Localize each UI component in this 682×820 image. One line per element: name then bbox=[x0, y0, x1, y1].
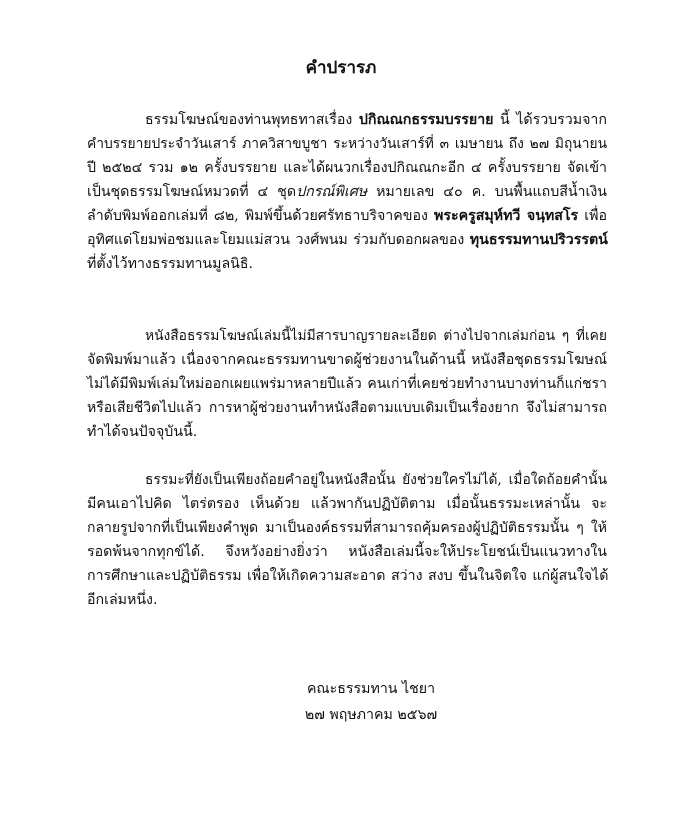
signature-block bbox=[0, 676, 682, 728]
text-run: อุทิศแด่โยมพ่อชมและโยมแม่สวน วงศ์พนม ร่วมกับดอกผลของ bbox=[87, 232, 465, 248]
paragraph-2 bbox=[87, 324, 607, 444]
paragraph-2-line-3: ไม่ได้มีพิมพ์เล่มใหม่ออกเผยแพร่มาหลายปีแล้ว คนเก่าที่เคยช่วยทำงานบางท่านก็แก่ชรา bbox=[87, 376, 607, 392]
paragraph-3-line-2: มีคนเอาไปคิด ไตร่ตรอง เห็นด้วย แล้วพากันปฏิบัติตาม เมื่อนั้นธรรมะเหล่านั้น จะ bbox=[87, 496, 607, 512]
paragraph-2-line-1: หนังสือธรรมโฆษณ์เล่มนี้ไม่มีสารบาญรายละเอียด ต่างไปจากเล่มก่อน ๆ ที่เคย bbox=[145, 328, 607, 344]
paragraph-3-line-1: ธรรมะที่ยังเป็นเพียงถ้อยคำอยู่ในหนังสือนั้น ยังช่วยใครไม่ได้, เมื่อใดถ้อยคำนั้น bbox=[145, 472, 607, 488]
page-title: คำปรารภ bbox=[305, 58, 377, 78]
paragraph-1-line-7: ที่ตั้งไว้ทางธรรมทานมูลนิธิ. bbox=[87, 256, 254, 272]
paragraph-1-line-5 bbox=[87, 204, 607, 228]
fund-name: ทุนธรรมทานปริวรรตน์ bbox=[469, 232, 608, 248]
paragraph-1-line-2: คำบรรยายประจำวันเสาร์ ภาควิสาขบูชา ระหว่างวันเสาร์ที่ ๓ เมษายน ถึง ๒๗ มิถุนายน bbox=[87, 136, 607, 152]
paragraph-3 bbox=[87, 468, 607, 612]
paragraph-3-line-3: กลายรูปจากที่เป็นเพียงคำพูด มาเป็นองค์ธรรมที่สามารถคุ้มครองผู้ปฏิบัติธรรมนั้น ๆ ให้ bbox=[87, 520, 607, 536]
paragraph-1 bbox=[87, 108, 607, 276]
paragraph-1-line-3: ปี ๒๕๒๔ รวม ๑๒ ครั้งบรรยาย และได้ผนวกเรื่องปกิณณกะอีก ๔ ครั้งบรรยาย จัดเข้า bbox=[87, 160, 607, 176]
text-run: หมายเลข ๔๐ ค. บนพื้นแถบสีน้ำเงิน bbox=[367, 184, 607, 200]
book-title: ปกิณณกธรรมบรรยาย bbox=[358, 112, 494, 128]
donor-name: พระครูสมุห์ทวี จนฺทสโร bbox=[434, 208, 579, 224]
signature-name: คณะธรรมทาน ไชยา bbox=[306, 681, 436, 697]
paragraph-1-line-6 bbox=[87, 228, 607, 252]
paragraph-2-line-5: ทำได้จนปัจจุบันนี้. bbox=[87, 424, 198, 440]
paragraph-1-line-4 bbox=[87, 180, 607, 204]
text-run: เป็นชุดธรรมโฆษณ์หมวดที่ ๔ ชุด bbox=[87, 184, 297, 200]
paragraph-1-line-1 bbox=[87, 108, 607, 132]
paragraph-3-line-5: การศึกษาและปฏิบัติธรรม เพื่อให้เกิดความสะอาด สว่าง สงบ ขึ้นในจิตใจ แก่ผู้สนใจได้ bbox=[87, 568, 609, 584]
text-run: ธรรมโฆษณ์ของท่านพุทธทาสเรื่อง bbox=[145, 112, 353, 128]
paragraph-2-line-2: จัดพิมพ์มาแล้ว เนื่องจากคณะธรรมทานขาดผู้ช่วยงานในด้านนี้ หนังสือชุดธรรมโฆษณ์ bbox=[87, 352, 607, 368]
signature-date: ๒๗ พฤษภาคม ๒๕๖๗ bbox=[304, 707, 438, 723]
paragraph-3-line-4: รอดพ้นจากทุกข์ได้. จึงหวังอย่างยิ่งว่า หนังสือเล่มนี้จะให้ประโยชน์เป็นแนวทางใน bbox=[87, 544, 607, 560]
paragraph-3-line-6: อีกเล่มหนึ่ง. bbox=[87, 592, 158, 608]
series-name: ปกรณ์พิเศษ bbox=[296, 184, 368, 200]
text-run: เพื่อ bbox=[578, 208, 607, 224]
paragraph-2-line-4: หรือเสียชีวิตไปแล้ว การหาผู้ช่วยงานทำหนังสือตามแบบเดิมเป็นเรื่องยาก จึงไม่สามารถ bbox=[87, 400, 607, 416]
text-run: ลำดับพิมพ์ออกเล่มที่ ๘๒, พิมพ์ขึ้นด้วยศรัทธาบริจาคของ bbox=[87, 208, 428, 224]
text-run: นี้ ได้รวบรวมจาก bbox=[500, 112, 607, 128]
